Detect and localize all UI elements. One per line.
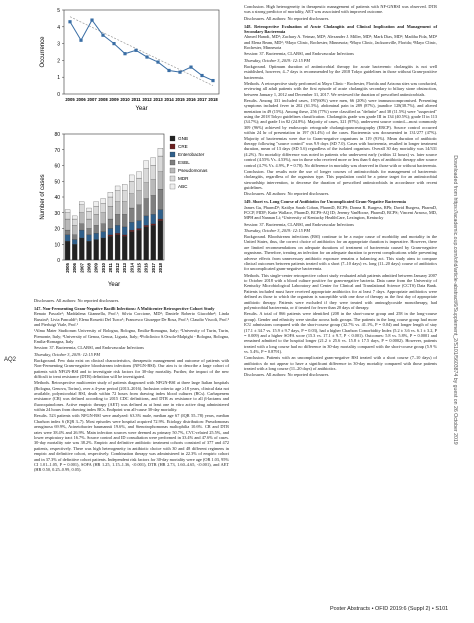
bar-segment (129, 232, 134, 260)
bar-segment (115, 214, 120, 225)
y-tick-label: 40 (54, 195, 60, 201)
bar-segment (158, 148, 163, 156)
bar-segment (151, 214, 156, 223)
y-tick-label: 2 (57, 58, 60, 65)
y-tick-label: 4 (57, 24, 60, 31)
x-tick-label: 2006 (76, 97, 86, 102)
abstract-149-methods: Methods. This single-center retrospective cohort study evaluated adult patients admitted between January 2007 to October 2018 with a blood culture positive for gram-negative bacteria. Data came from the University of Kentucky Microbiological Laboratory and Center for Clinical and Translational Science (CCTS) Data Bank. Patients included must have received appropriate antibiotics for at least 7 days. Appropriate antibiotics were defined as those to which the organism is susceptible with one dose of therapy as the first day of appropriate antibiotic therapy. Patients were excluded if they were treated with aminoglycoside monotherapy, had polymicrobial bacteremia, or if treated for fewer than 20 days of therapy. (244, 272, 437, 311)
legend-label: MDR (178, 176, 189, 181)
bar-segment (137, 172, 142, 178)
bar-segment (79, 213, 84, 224)
occurrence-line-chart (34, 2, 229, 122)
bar-segment (72, 240, 77, 245)
bar-segment (94, 202, 99, 207)
data-point (211, 79, 214, 82)
data-point (101, 34, 104, 37)
bar-segment (101, 238, 106, 260)
bar-segment (108, 206, 113, 219)
bar-segment (144, 161, 149, 169)
x-tick-label: 2013 (153, 97, 163, 102)
bar-segment (151, 166, 156, 180)
abstract-148-session: Session: 37. Bacteremia, CLABSI, and Endovascular Infections (244, 51, 354, 57)
data-point (134, 49, 137, 52)
bar-segment (115, 191, 120, 202)
bar-segment (87, 211, 92, 219)
x-tick-label: 2013 (122, 263, 128, 273)
bar-segment (65, 230, 70, 235)
bar-segment (72, 235, 77, 240)
bar-segment (158, 221, 163, 260)
bar-segment (144, 227, 149, 260)
y-axis-label: Occurrence (40, 36, 46, 68)
bar-segment (129, 230, 134, 232)
bar-segment (129, 181, 134, 194)
cases-stacked-bar-chart (34, 128, 229, 290)
legend-label: Pseudomonas (178, 168, 208, 173)
x-tick-label: 2009 (93, 263, 99, 273)
abstract-149-session-time: Thursday, October 3, 2019: 12:15 PM (244, 227, 310, 233)
bar-segment (129, 222, 134, 230)
bar-segment (137, 191, 142, 205)
data-point (79, 39, 82, 42)
x-tick-label: 2007 (79, 263, 85, 273)
bar-segment (108, 235, 113, 237)
bar-segment (158, 172, 163, 189)
abstract-149-disclosures: Disclosures. All authors: No reported disclosures. (244, 372, 330, 378)
x-tick-label: 2008 (98, 97, 108, 102)
bar-segment (122, 214, 127, 227)
bar-segment (101, 213, 106, 224)
bar-segment (79, 205, 84, 213)
data-point (90, 18, 93, 21)
page-footer: Poster Abstracts • OFID 2019:6 (Suppl 2) • S101 (330, 606, 449, 612)
bar-segment (108, 219, 113, 228)
y-tick-label: 0 (57, 258, 60, 264)
plot-frame (64, 10, 219, 94)
x-tick-label: 2015 (136, 263, 142, 273)
bar-segment (144, 183, 149, 199)
legend-swatch (170, 144, 175, 149)
abstract-148-title: 148. Retrospective Evaluation of Acute Cholangitis and Clinical Implication and Management of Secondary Bacteremia (244, 23, 437, 34)
y-tick-label: 5 (57, 8, 60, 14)
abstract-149-background: Background. Bloodstream infections (BSI) continue to be a major cause of morbidity and mortality in the United States, thus, the correct choice of antibiotics for an appropriate duration is imperative. However, there are limited recommendations on adequate durations of treatment of bacteremia caused by Gram-negative organisms. Therefore, treating an infection for an adequate duration to prevent complications while preventing adverse effects from unnecessary antibiotic exposure remains a balancing act. This study aims to compare clinical outcomes between patients treated with a short (7–10 days) vs. long (11–20 days) course of antibiotics for uncomplicated gram-negative bacteremia. (244, 234, 437, 272)
bar-segment (137, 229, 142, 231)
trend-line (70, 17, 213, 86)
bar-segment (108, 197, 113, 206)
bar-segment (151, 224, 156, 226)
bar-segment (115, 235, 120, 260)
legend-swatch (170, 176, 175, 181)
bar-segment (129, 208, 134, 222)
data-point (123, 52, 126, 55)
abstract-147-conclusion: Conclusion. High heterogeneity in therapeutic management of patients with NF-GNBSI was observed. DTR was a strong predictor of mortality, AET was associated with improved outcome. (244, 4, 437, 15)
bar-segment (87, 208, 92, 211)
bar-segment (137, 221, 142, 229)
bar-segment (115, 225, 120, 233)
x-tick-label: 2011 (107, 263, 113, 273)
x-tick-label: 2005 (65, 97, 75, 102)
bar-segment (122, 227, 127, 235)
abstract-147-session-time: Thursday, October 3, 2019: 12:15 PM (34, 351, 100, 357)
bar-segment (137, 230, 142, 260)
bar-segment (72, 216, 77, 219)
x-tick-label: 2016 (143, 263, 149, 273)
x-tick-label: 2010 (120, 97, 130, 102)
bar-segment (151, 158, 156, 166)
disclosures-text: Disclosures. All authors: No reported disclosures. (34, 298, 120, 303)
bar-segment (137, 205, 142, 221)
abstract-147-disclosures: Disclosures. All authors: No reported disclosures. (244, 15, 330, 21)
x-tick-label: 2017 (197, 97, 207, 102)
abstract-147-affiliations: ¹Alma Mater Studiorum University of Bologna, Bologna, Emilia-Romagna, Italy; ²University of Turin, Turin, Piemonte, Italy; ³University of Genoa, Genoa, Liguria, Italy; ⁴Policlinico S.Orsola-Malpighi - Bologna, Bologna, Emilia-Romagna, Italy (34, 328, 229, 345)
legend-label: ABC (178, 184, 188, 189)
abstract-148-results: Results. Among 331 included cases, 197(60%) were men, 66 (20%) were immunocompromised. Presenting symptoms included fever in 202 (61.5%), abdominal pain in 289 (87%), jaundice 128(38.7%), and altered mentation in 49 (15%). Among these, 256 (77%) were classified as "definite" and 38 (11.5%) were "suspected" using the 2018 Tokyo guidelines classification. Cholangitis grade was grade III in 134 (40.5%); grade II in 113 (34.7%); and grade I in 82 (24.8%). Majority of cases, 321 (97%), underwent source control—most commonly 309 (96%) achieved by endoscopic retrograde cholangiopancreatography (ERCP). Source control occurred within 24 hr of presentation in 197 (61.4%) of the cases. Bacteremia was documented in 131/277 (47%). Majority of bacteremias were due to Gram-negative organisms in 119 (91%). Mean duration of antibiotic therapy following "source control" was 9.9 days (SD 7.0). Cases with bacteremia, resulted in longer treatment duration, mean of 13 days (SD 5.6) regardless of the isolated organism. Overall 30 day mortality was 14/331 (4.2%). No mortality difference was noted in patients who underwent early (within 12 hours) vs. later source control (4.55% Vs. 4.53%), nor in those who received more or less than 6 days of antibiotic therapy after source control (4.7% Vs. 4.9%, P = 0.78). No difference in mortality was observed in those with or without bacteremia. (244, 97, 437, 168)
x-tick-label: 2018 (157, 263, 163, 273)
bar-segment (122, 202, 127, 215)
abstract-147-authors: Renato Pascale¹; Maddalena Giannella, Prof.¹; Silvia Corcione, MD²; Daniele Roberto Giacobbe³; Linda Bussini¹; Livia Pancaldi¹; Elena Rossetti Del Turco¹; Francesco Giuseppe De Rosa, Prof.²; Claudio Viscoli, Prof.³ and Pierluigi Viale, Prof.¹ (34, 311, 229, 328)
bar-segment (79, 224, 84, 230)
bar-segment (65, 210, 70, 213)
y-axis-label: Number of cases (40, 174, 46, 220)
bar-segment (158, 156, 163, 172)
x-tick-label: 2014 (164, 97, 174, 102)
x-tick-label: 2014 (129, 263, 135, 273)
data-point (68, 20, 71, 23)
bar-segment (94, 206, 99, 214)
bar-segment (158, 219, 163, 221)
bar-segment (158, 210, 163, 219)
y-tick-label: 20 (54, 226, 60, 233)
x-tick-label: 2012 (142, 97, 152, 102)
abstract-148-methods: Methods. A retrospective study performed at Mayo Clinic - Rochester, Florida and Arizona sites was conducted, reviewing all adult patients with the first episode of acute cholangitis secondary to biliary stone obstruction, between January 1, 2012 and December 31, 2017. We reviewed the duration of prescribed antimicrobials. (244, 80, 437, 97)
bar-segment (144, 199, 149, 216)
x-tick-label: 2010 (100, 263, 106, 273)
legend-swatch (170, 160, 175, 165)
bar-segment (129, 194, 134, 208)
bar-segment (158, 189, 163, 209)
bar-segment (72, 244, 77, 260)
bar-segment (151, 225, 156, 260)
abstract-148-conclusion: Conclusion. Our results note the use of longer courses of antimicrobials for management of bacteremic cholangitis, regardless of the organism type. This population could be a prime target for an antimicrobial stewardship intervention, to decrease the duration of prescribed antimicrobials in accordance with recent guidelines. (244, 168, 437, 191)
y-tick-label: 50 (54, 179, 60, 186)
x-tick-label: 2006 (72, 263, 78, 273)
bar-segment (122, 235, 127, 237)
abstract-149-title: 149. Short vs. Long Course of Antibiotics for Uncomplicated Gram-Negative Bacteremia (244, 199, 406, 205)
data-point (178, 71, 181, 74)
y-tick-label: 60 (54, 163, 60, 170)
legend-label: ESBL (178, 160, 190, 165)
series-line (70, 20, 213, 80)
abstract-149-session: Session: 37. Bacteremia, CLABSI, and Endovascular Infections (244, 221, 354, 227)
x-tick-label: 2018 (208, 97, 218, 102)
y-tick-label: 10 (54, 242, 60, 249)
x-tick-label: 2015 (175, 97, 185, 102)
abstract-149-results: Results. A total of 866 patients were identified (208 in the short-course group and 258 in the long-course group). Gender and ethnicity were similar across both groups. The patients in the long course group had more ICU admissions compared with the short-course group (32.7% vs. 41.1%, P = 0.04) and longer length of stay (17.1 ± 34.7 vs. 15.9 ± 9.7 days, P = 0.03), had a higher Charlson Comorbidity Index (5.2 ± 3.6 vs. 6.1 ± 3.2, P = 0.009) and a higher SOFA score (15.3 vs. 17.1 ± 9.7, P < 0.001). Outcomes: 5.8 vs. 5.8%, P = 0.0001 and remained admitted to the hospital longer (21.2 ± 25.6 vs. 15.8 ± 17.5 days, P = 0.0002). However, patients treated with a long course had no difference in 30-day mortality compared with the short-course group (5.9 % vs. 5.4%, P = 0.8791). (244, 311, 437, 355)
bar-segment (101, 203, 106, 212)
bar-segment (122, 236, 127, 260)
bar-segment (101, 199, 106, 204)
x-tick-label: 2009 (109, 97, 119, 102)
x-tick-label: 2005 (65, 263, 71, 273)
bar-segment (87, 229, 92, 235)
abstract-149-conclusion: Conclusion. Patients with an uncomplicated gram-negative BSI treated with a short course (7–10 days) of antibiotics do not appear to have a significant difference in 30-day mortality compared with those patients treated with a long course (11–20 days) of antibiotics. (244, 355, 437, 372)
bar-segment (94, 214, 99, 225)
x-tick-label: 2017 (150, 263, 156, 273)
data-point (145, 55, 148, 58)
right-column (244, 4, 437, 379)
abstract-147-session: Session: 37. Bacteremia, CLABSI, and Endovascular Infections (34, 345, 144, 351)
bar-segment (65, 235, 70, 241)
bar-segment (65, 241, 70, 260)
bar-segment (151, 180, 156, 196)
bar-segment (144, 225, 149, 227)
bar-segment (65, 219, 70, 230)
abstract-147-results: Results. 523 patients with NFGN-BSI were analyzed: 63.3% male, median age 67 (IQR 55–78) years, median Charlson index 6 (IQR 3–7). Most episodes were hospital acquired 72.9%. Etiology distribution: Pseudomonas aeruginosa 69.9%, Acinetobacter baumannii 19.6%, and Stenotrophomonas maltophilia 10.6%. CR and DTR rates were 38.4% and 26.9%. Main infection sources were deemed as primary 50.7%, CVC-related 25.5%, and lower respiratory tract 16.7%. Source control and ID consultation were performed in 33.4% and 47.6% of cases. 30-day mortality rate was 38.2%. Empiric and definitive antibiotic treatment cohorts consisted of 377 and 472 patients, respectively. There was high heterogeneity in antibiotic choice with 30 and 48 different regimens in empiric and definitive cohort, respectively. Combination therapy was administered in 22.3% of empiric cohort and in 37.3% of definitive cohort patients. Independent risk factors for 30-day mortality were age (OR 1.03, 95% CI 1.01–1.05, P = 0.001), SOFA (HR 1.25, 1.15–1.36, <0.001), DTR (HR 2.73, 1.60–4.65, <0.001), and AET (HR 0.50, 0.25–0.99, 0.05). (34, 413, 229, 473)
bar-segment (87, 235, 92, 241)
bar-segment (79, 202, 84, 205)
bar-segment (115, 233, 120, 235)
abstract-148-disclosures: Disclosures. All authors: No reported disclosures. (244, 191, 330, 197)
data-point (156, 60, 159, 63)
bar-segment (94, 225, 99, 233)
y-tick-label: 3 (57, 41, 60, 48)
bar-segment (108, 229, 113, 235)
bar-segment (72, 225, 77, 234)
abstract-148-background: Background. Optimum duration of antimicrobial therapy for acute bacteremic cholangitis is not well established, however, 4–7 days is recommended by the 2018 Tokyo guidelines in those without Gram-positive bacteremia. (244, 63, 437, 80)
y-tick-label: 30 (54, 210, 60, 217)
left-column (34, 298, 229, 474)
bar-segment (144, 216, 149, 225)
bar-segment (122, 191, 127, 202)
bar-segment (79, 238, 84, 260)
y-tick-label: 80 (54, 132, 60, 138)
bar-segment (101, 224, 106, 232)
abstract-148-session-time: Thursday, October 3, 2019: 12:15 PM (244, 57, 310, 63)
x-tick-label: 2011 (131, 97, 141, 102)
x-tick-label: 2012 (115, 263, 121, 273)
bar-segment (101, 232, 106, 238)
legend-swatch (170, 152, 175, 157)
bar-segment (137, 178, 142, 191)
bar-segment (65, 213, 70, 219)
bar-segment (87, 241, 92, 260)
bar-segment (151, 195, 156, 214)
data-point (112, 42, 115, 45)
download-side-note-text: Downloaded from https://academic.oup.com/ofid/article-abstract/6/Supplement_2/S101/5603874 by guest on 26 October 2019 (452, 155, 458, 445)
bar-segment (129, 175, 134, 181)
bar-segment (72, 219, 77, 225)
legend-label: Enterobacter (178, 152, 205, 157)
y-tick-label: 1 (57, 75, 60, 82)
bar-segment (87, 219, 92, 228)
plot-frame (64, 134, 164, 260)
data-point (167, 69, 170, 72)
x-axis-label: Year (107, 282, 121, 288)
aq-label: AQ2 (4, 357, 17, 363)
legend-swatch (170, 136, 175, 141)
data-point (189, 66, 192, 69)
abstract-148-authors: Ahmed Hamdi, MD¹; Zachary A. Yetmar, MD²; Alexander J. Miller, MD²; Mark Dias, MD²; Madiha Fida, MD² and Elena Beam, MD²; ¹Mayo Clinic, Rochester, Minnesota; ²Mayo Clinic, Jacksonville, Florida; ³Mayo Clinic, Rochester, Minnesota (244, 34, 437, 51)
legend-swatch (170, 184, 175, 189)
legend-swatch (170, 168, 175, 173)
bar-segment (108, 236, 113, 260)
bar-segment (79, 230, 84, 238)
legend-label: CRE (178, 144, 188, 149)
y-tick-label: 0 (57, 92, 60, 98)
x-tick-label: 2008 (86, 263, 92, 273)
data-point (200, 74, 203, 77)
x-tick-label: 2016 (186, 97, 196, 102)
download-side-note (446, 60, 458, 540)
bar-segment (115, 186, 120, 191)
abstract-147-background: Background. Few data exist on clinical characteristics, therapeutic management and outcome of patients with Non-Fermenting Gram-negative bloodstream infections (NFGN-BSI). Our aim is to describe a large cohort of patients with NFGN-BSI and to investigate risk factors for 30-day mortality. Further, the impact of the new difficult to treat resistance (DTR) definition will be investigated. (34, 357, 229, 379)
abstract-147-methods: Methods. Retrospective multicenter study of patients diagnosed with NFGN-BSI at three large Italian hospitals (Bologna, Genova, Torino), over a 4-year period (2013–2016). Inclusion criteria: age ≥18 years, clinical data not available, polymicrobial BSI, death within 72 hours from drawing index blood cultures (BCs). Carbapenem resistance (CR) was defined according to 2015 CDC definitions, and DTR as resistance to all β-lactams and fluoroquinolones. Active empiric therapy (AET) was defined as at least one in vitro active drug administered within 24 hours from drawing index BCs. Endpoint was all-cause 30-day mortality. (34, 380, 229, 413)
bar-segment (94, 233, 99, 239)
bar-segment (122, 184, 127, 190)
bar-segment (115, 202, 120, 215)
bar-segment (94, 240, 99, 260)
x-tick-label: 2007 (87, 97, 97, 102)
bar-segment (108, 192, 113, 197)
legend-label: GNB (178, 136, 188, 141)
x-axis-label: Year (135, 106, 148, 112)
abstract-147-title: 147. Non-Fermenting Gram-Negative Bacilli Infections: A Multicenter Retrospective Cohort Study (34, 305, 215, 311)
bar-segment (144, 169, 149, 183)
abstract-149-authors: James Gu, PharmD¹; Kaitlyn Sarah Coban, PharmD, BCPS; Donna R. Burgess, RPh; David Burgess, PharmD, FCCP, FIDP; Katie Wallace, PharmD, BCPS-AQ ID; Jeremy VanHoose, PharmD, BCPS; Vincent Arnoso, MD, MPH and Nannan Li; ¹University of Kentucky HealthCare, Lexington, Kentucky (244, 204, 437, 221)
y-tick-label: 70 (54, 147, 60, 154)
